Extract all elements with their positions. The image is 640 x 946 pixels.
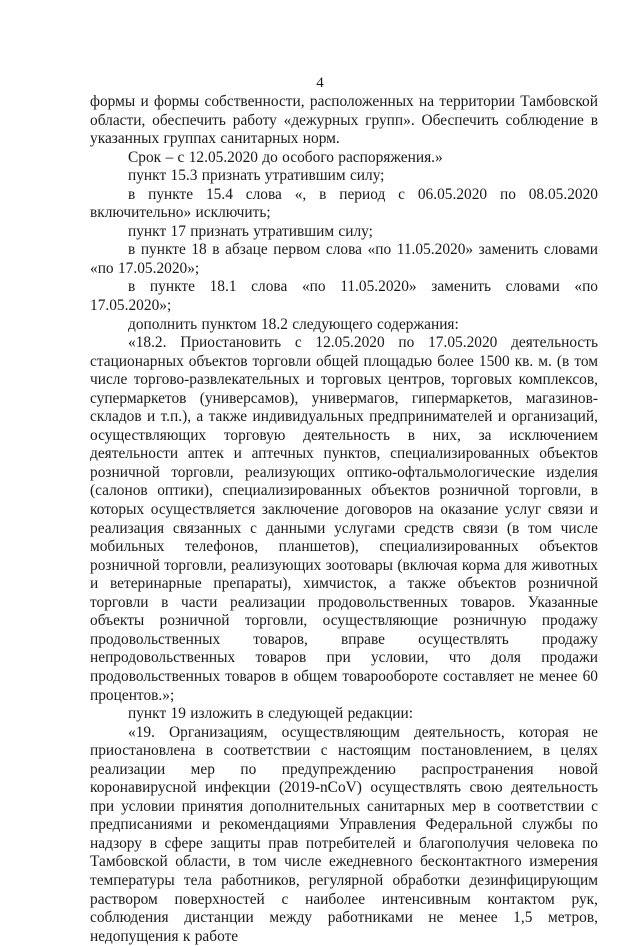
paragraph: пункт 15.3 признать утратившим силу; <box>128 167 385 185</box>
paragraph: пункт 19 изложить в следующей редакции: <box>128 705 414 723</box>
paragraph: Срок – с 12.05.2020 до особого распоряжения.» <box>128 148 443 166</box>
paragraph: дополнить пунктом 18.2 следующего содержания: <box>128 315 459 333</box>
paragraph: формы и формы собственности, расположенных на территории Тамбовской области, обеспечить работу «дежурных групп». Обеспечить соблюдение в указанных группах санитарных норм. <box>90 93 598 148</box>
paragraph: пункт 17 признать утратившим силу; <box>128 222 373 240</box>
page-number: 4 <box>316 75 324 91</box>
paragraph: в пункте 15.4 слова «, в период с 06.05.2020 по 08.05.2020 включительно» исключить; <box>90 185 598 222</box>
paragraph: в пункте 18.1 слова «по 11.05.2020» заменить словами «по 17.05.2020»; <box>90 278 598 315</box>
paragraph: в пункте 18 в абзаце первом слова «по 11.05.2020» заменить словами «по 17.05.2020»; <box>90 241 598 277</box>
document-body <box>90 93 598 946</box>
paragraph: «19. Организациям, осуществляющим деятельность, которая не приостановлена в соответствии с настоящим постановлением, в целях реализации мер по предупреждению распространения новой коронавирусной инфекции (2019-nCoV) осуществлять свою деятельность при условии принятия дополнительных санитарных мер в соответствии с предписаниями и рекомендациями Управления Федеральной службы по надзору в сфере защиты прав потребителей и благополучия человека по Тамбовской области, в том числе ежедневного бесконтактного измерения температуры тела работников, регулярной обработки дезинфицирующим раствором поверхностей с наиболее интенсивным контактом рук, соблюдения дистанции между работниками не менее 1,5 метров, недопущения к работе <box>90 723 598 945</box>
paragraph: «18.2. Приостановить с 12.05.2020 по 17.05.2020 деятельность стационарных объектов торговли общей площадью более 1500 кв. м. (в том числе торгово-развлекательных и торговых центров, торговых комплексов, супермаркетов (универсамов), универмагов, гипермаркетов, магазинов-складов и т.п.), а также индивидуальных предпринимателей и организаций, осуществляющих торговую деятельность в них, за исключением деятельности аптек и аптечных пунктов, специализированных объектов розничной торговли, реализующих оптико-офтальмологические изделия (салонов оптики), специализированных объектов розничной торговли, в которых осуществляется заключение договоров на оказание услуг связи и реализация связанных с данными услугами средств связи (в том числе мобильных телефонов, планшетов), специализированных объектов розничной торговли, реализующих зоотовары (включая корма для животных и ветеринарные препараты), химчисток, а также объектов розничной торговли в части реализации продовольственных товаров. Указанные объекты розничной торговли, осуществляющие розничную продажу продовольственных товаров, вправе осуществлять продажу непродовольственных товаров при условии, что доля продажи продовольственных товаров в общем товарообороте составляет не менее 60 процентов.»; <box>90 334 598 704</box>
